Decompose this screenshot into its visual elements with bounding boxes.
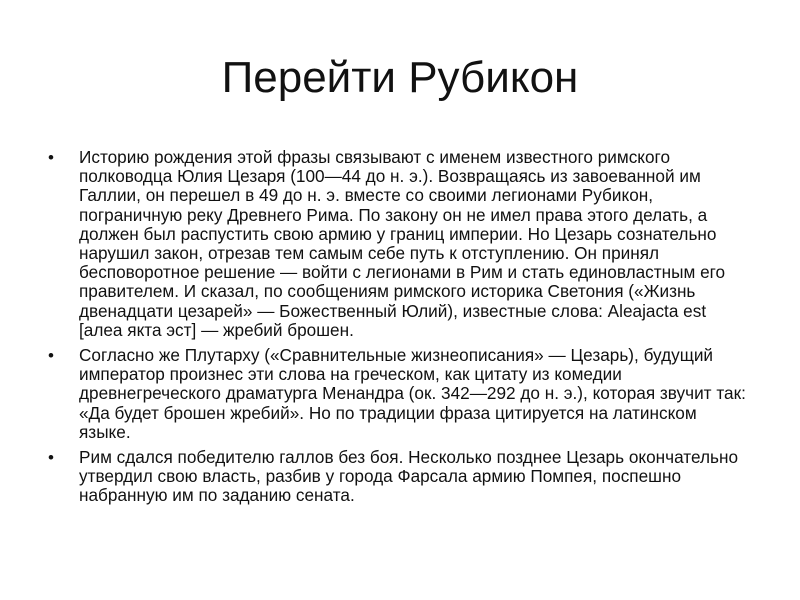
bullet-text: Согласно же Плутарху («Сравнительные жизнеописания» — Цезарь), будущий император произнес эти слова на греческом, как цитату из комедии древнегреческого драматурга Менандра (ок. 342—292 до н. э.), которая звучит так: «Да будет брошен жребий». Но по традиции фраза цитируется на латинском языке. — [79, 345, 746, 442]
bullet-item — [48, 448, 748, 506]
bullet-item — [48, 148, 748, 340]
bullet-list — [48, 148, 748, 512]
bullet-text: Историю рождения этой фразы связывают с именем известного римского полководца Юлия Цезаря (100—44 до н. э.). Возвращаясь из завоеванной им Галлии, он перешел в 49 до н. э. вместе со своими легионами Рубикон, пограничную реку Древнего Рима. По закону он не имел права этого делать, а должен был распустить свою армию у границ империи. Но Цезарь сознательно нарушил закон, отрезав тем самым себе путь к отступлению. Он принял бесповоротное решение — войти с легионами в Рим и стать единовластным его правителем. И сказал, по сообщениям римского историка Светония («Жизнь двенадцати цезарей» — Божественный Юлий), известные слова: Aleajacta est [алеа якта эст] — жребий брошен. — [79, 147, 726, 340]
bullet-text: Рим сдался победителю галлов без боя. Несколько позднее Цезарь окончательно утвердил свою власть, разбив у города Фарсала армию Помпея, поспешно набранную им по заданию сената. — [79, 447, 739, 506]
bullet-dot-icon: • — [48, 448, 54, 468]
slide-title: Перейти Рубикон — [221, 53, 579, 102]
bullet-dot-icon: • — [48, 148, 54, 167]
bullet-dot-icon: • — [48, 346, 54, 366]
bullet-item — [48, 346, 748, 442]
